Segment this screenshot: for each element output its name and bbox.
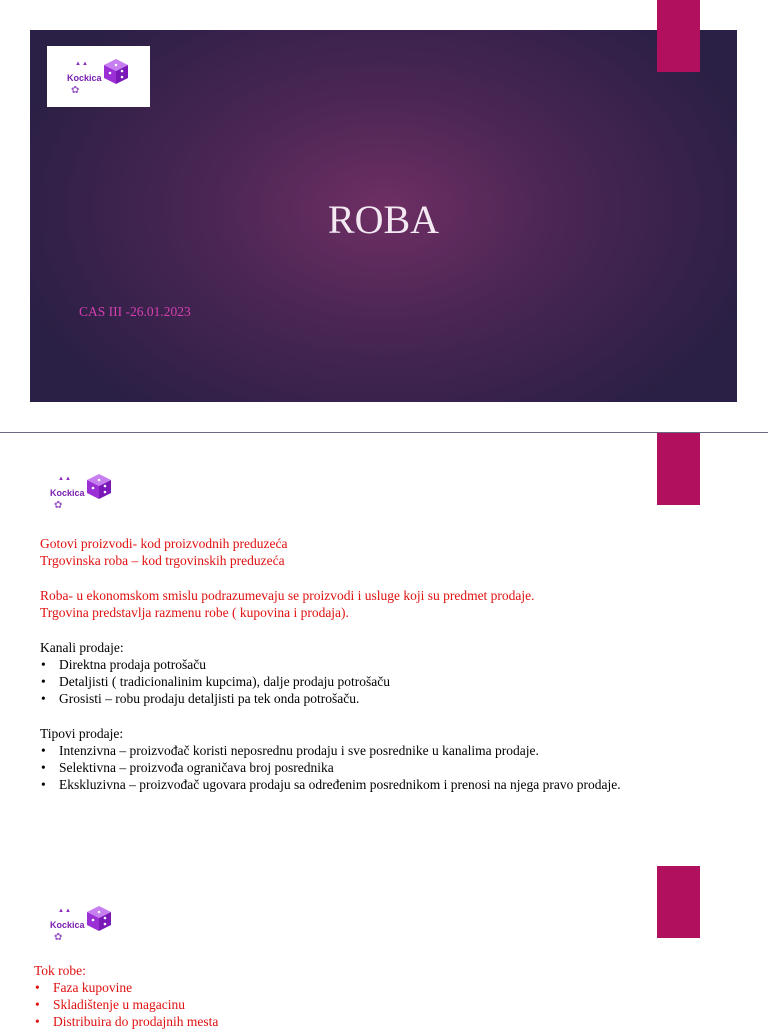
types-heading: Tipovi prodaje: [40,726,124,741]
cube-icon [83,471,113,501]
list-item: • Ekskluzivna – proizvođač ugovara prodaju sa određenim posrednikom i prenosi na njega pravo prodaje. [40,776,621,793]
cube-icon [83,903,113,933]
list-item: • Faza kupovine [34,979,218,996]
flower-icon: ✿ [54,932,63,943]
list-item: • Detaljisti ( tradicionalinim kupcima), dalje prodaju potrošaču [40,673,390,690]
flow-heading: Tok robe: [34,963,86,978]
types-list [40,742,621,793]
definition-text [40,587,535,621]
logo-figures-icon: ▲▲ [75,61,89,67]
accent-bar-1 [657,0,700,72]
flow-list [34,979,218,1030]
intro-line: Gotovi proizvodi- kod proizvodnih preduzeća [40,536,288,551]
slide-title: ROBA [327,197,440,242]
logo-figures-icon: ▲▲ [58,476,72,482]
logo-box [47,46,150,107]
list-item: • Direktna prodaja potrošaču [40,656,390,673]
kockica-logo [67,55,131,99]
logo-figures-icon: ▲▲ [58,908,72,914]
types-section [40,725,621,793]
list-item: • Intenzivna – proizvođač koristi neposrednu prodaju i sve posrednike u kanalima prodaje. [40,742,621,759]
kockica-logo-3 [50,902,114,946]
logo-text: Kockica [50,920,85,930]
flower-icon: ✿ [54,500,63,511]
list-item: • Distribuira do prodajnih mesta [34,1013,218,1030]
kockica-logo-2 [50,470,114,514]
slide-divider [0,432,768,433]
list-item: • Grosisti – robu prodaju detaljisti pa tek onda potrošaču. [40,690,390,707]
flower-icon: ✿ [71,85,80,96]
definition-line: Roba- u ekonomskom smislu podrazumevaju se proizvodi i usluge koji su predmet prodaje. [40,588,535,603]
logo-text: Kockica [50,488,85,498]
flow-section [34,962,218,1030]
intro-line: Trgovinska roba – kod trgovinskih preduzeća [40,553,285,568]
accent-bar-3 [657,866,700,938]
accent-bar-2 [657,433,700,505]
channels-section [40,639,390,707]
channels-list [40,656,390,707]
cube-icon [100,56,130,86]
logo-text: Kockica [67,73,102,83]
intro-text [40,535,287,569]
slide-subtitle: CAS III -26.01.2023 [79,304,191,319]
list-item: • Selektivna – proizvođa ograničava broj posrednika [40,759,621,776]
channels-heading: Kanali prodaje: [40,640,124,655]
definition-line: Trgovina predstavlja razmenu robe ( kupovina i prodaja). [40,605,349,620]
list-item: • Skladištenje u magacinu [34,996,218,1013]
